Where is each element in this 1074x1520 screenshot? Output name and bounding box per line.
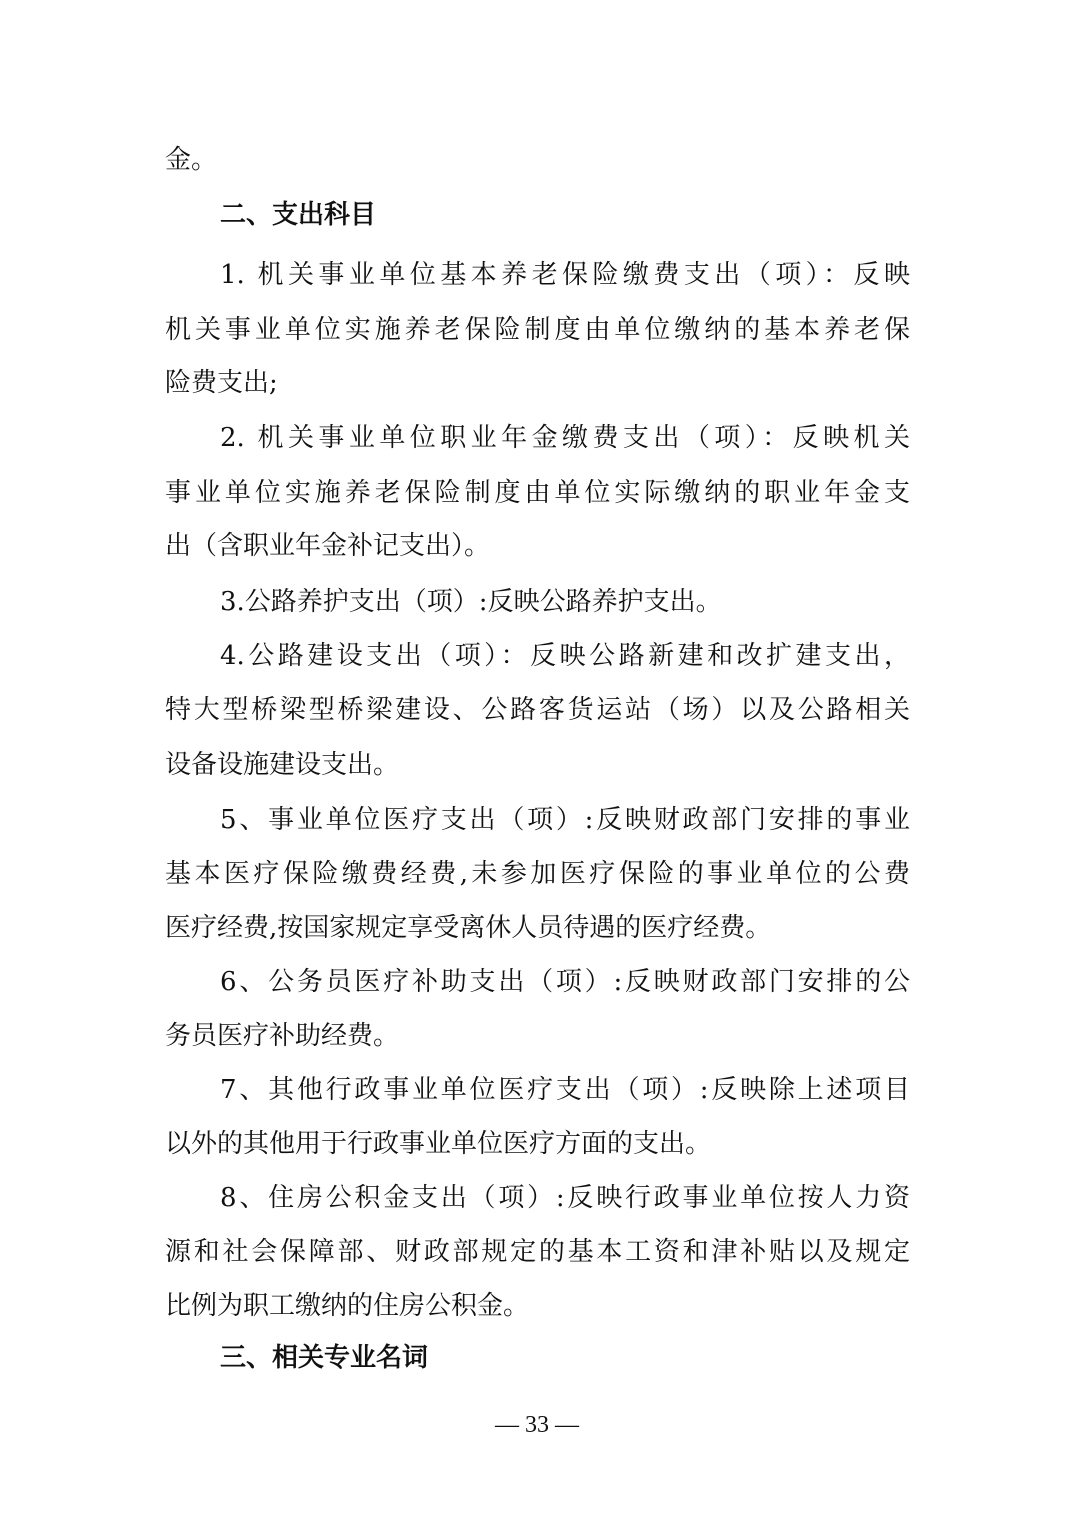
text-line: 5、事业单位医疗支出（项）:反映财政部门安排的事业 [220,805,910,835]
text-line: 源和社会保障部、财政部规定的基本工资和津补贴以及规定 [165,1237,910,1267]
text-line: 机关事业单位实施养老保险制度由单位缴纳的基本养老保 [165,315,910,345]
text-line: 3.公路养护支出（项）:反映公路养护支出。 [220,587,722,617]
text-line: 基本医疗保险缴费经费,未参加医疗保险的事业单位的公费 [165,859,910,889]
text-line: 1. 机关事业单位基本养老保险缴费支出（项）：反映 [220,260,910,290]
text-line: 8、住房公积金支出（项）:反映行政事业单位按人力资 [220,1183,910,1213]
text-line: 事业单位实施养老保险制度由单位实际缴纳的职业年金支 [165,478,910,508]
text-line: 4.公路建设支出（项）：反映公路新建和改扩建支出， [220,641,910,671]
text-line: 设备设施建设支出。 [165,750,400,780]
text-line: 6、公务员医疗补助支出（项）:反映财政部门安排的公 [220,967,910,997]
text-line: 以外的其他用于行政事业单位医疗方面的支出。 [165,1129,712,1159]
text-line: 金。 [165,145,218,175]
text-line: 出（含职业年金补记支出）。 [165,531,491,561]
text-line: 险费支出; [165,368,278,398]
text-line: 医疗经费,按国家规定享受离休人员待遇的医疗经费。 [165,913,772,943]
text-line: 比例为职工缴纳的住房公积金。 [165,1291,530,1321]
text-line: 7、其他行政事业单位医疗支出（项）:反映除上述项目 [220,1075,910,1105]
section-heading: 三、相关专业名词 [220,1343,429,1373]
text-line: 务员医疗补助经费。 [165,1021,400,1051]
page-number: — 33 — [495,1412,579,1438]
text-line: 2. 机关事业单位职业年金缴费支出（项）：反映机关 [220,423,910,453]
section-heading: 二、支出科目 [220,200,377,230]
text-line: 特大型桥梁型桥梁建设、公路客货运站（场）以及公路相关 [165,695,910,725]
